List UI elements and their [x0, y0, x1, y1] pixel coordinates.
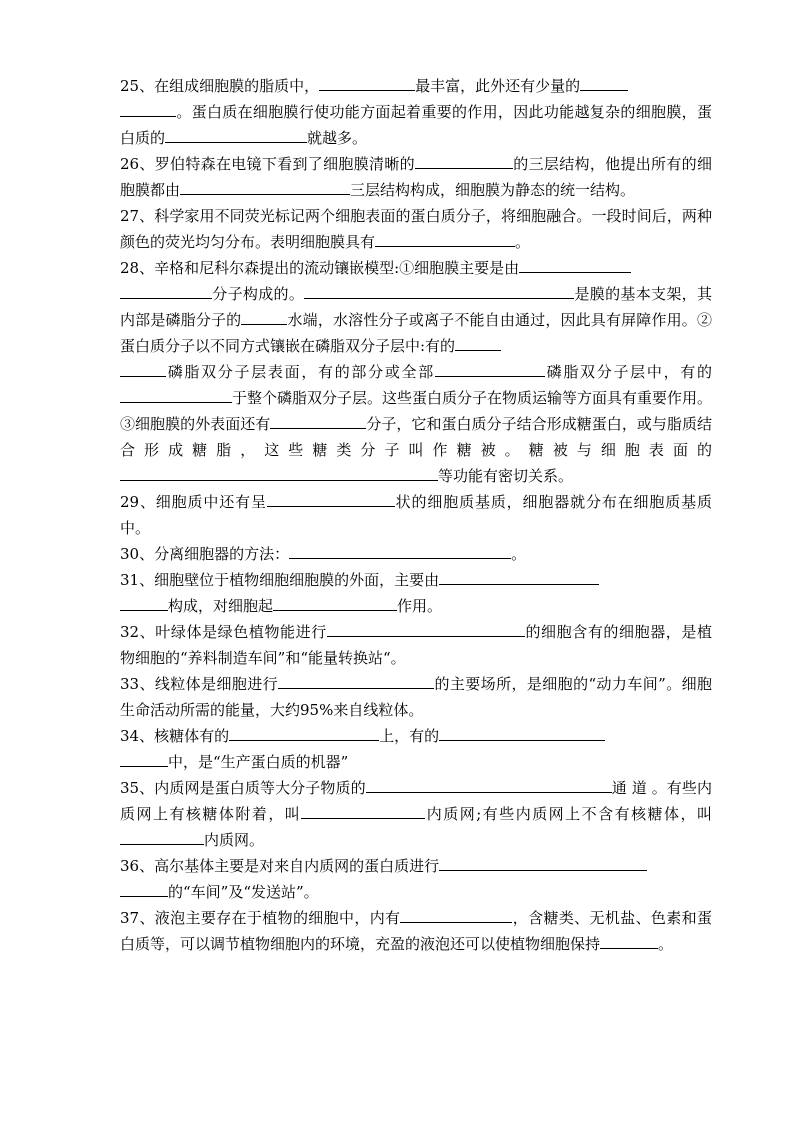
question-text: 的细胞含有的细胞器，是植物细胞的“养料制造车间”和“能量转换站“。 [120, 623, 712, 667]
question-text: 32、叶绿体是绿色植物能进行 [120, 623, 327, 641]
question-text: 34、核糖体有的 [120, 727, 230, 745]
question-text: 37、液泡主要存在于植物的细胞中，内有 [120, 909, 401, 927]
question-text: 33、线粒体是细胞进行 [120, 675, 279, 693]
question-text: 的“车间”及“发送站”。 [168, 883, 319, 901]
answer-blank[interactable] [455, 335, 501, 351]
answer-blank[interactable] [120, 465, 438, 481]
question-text: 。蛋白质在细胞膜行使功能方面起着重要的作用，因此功能越复杂的细胞膜，蛋白质的 [120, 103, 712, 147]
question-text: 等功能有密切关系。 [438, 467, 574, 485]
question-text: 水端，水溶性分子或离子不能自由通过，因此具有屏障作用。②蛋白质分子以不同方式镶嵌在磷脂双分子层中:有的 [120, 311, 712, 355]
question-text: 于整个磷脂双分子层。这些蛋白质分子在物质运输等方面具有重要作用。③细胞膜的外表面还有 [120, 389, 713, 433]
answer-blank[interactable] [120, 361, 166, 377]
answer-blank[interactable] [270, 413, 366, 429]
answer-blank[interactable] [289, 543, 511, 559]
question-26 [120, 151, 712, 203]
answer-blank[interactable] [180, 179, 350, 195]
question-text: 26、罗伯特森在电镜下看到了细胞膜清晰的 [120, 155, 415, 173]
question-text: 上，有的 [379, 727, 440, 745]
question-text: 最丰富，此外还有少量的 [415, 77, 581, 95]
question-text: 分子构成的。 [212, 285, 305, 303]
answer-blank[interactable] [319, 75, 415, 91]
question-text: 的三层结构，他提出所有的细胞膜都由 [120, 155, 712, 199]
answer-blank[interactable] [435, 361, 545, 377]
answer-blank[interactable] [400, 907, 512, 923]
answer-blank[interactable] [267, 491, 395, 507]
answer-blank[interactable] [120, 283, 212, 299]
answer-blank[interactable] [439, 855, 647, 871]
answer-blank[interactable] [273, 595, 397, 611]
question-35 [120, 775, 712, 853]
answer-blank[interactable] [327, 621, 525, 637]
answer-blank[interactable] [580, 75, 628, 91]
answer-blank[interactable] [278, 673, 434, 689]
question-text: 25、在组成细胞膜的脂质中， [120, 77, 320, 95]
question-text: 28、辛格和尼科尔森提出的流动镶嵌模型:①细胞膜主要是由 [120, 259, 520, 277]
question-text: 。 [658, 935, 674, 953]
answer-blank[interactable] [439, 569, 599, 585]
question-text: 30、分离细胞器的方法： [120, 545, 290, 563]
question-text: ，含糖类、无机盐、色素和蛋白质等，可以调节植物细胞内的环境，充盈的液泡还可以使植物细胞保持 [120, 909, 712, 953]
question-31 [120, 567, 712, 619]
question-28 [120, 255, 712, 489]
answer-blank[interactable] [120, 829, 204, 845]
question-text: 中，是“生产蛋白质的机器” [168, 753, 349, 771]
question-text: 磷脂双分子层表面，有的部分或全部 [166, 363, 435, 381]
question-text: 。 [515, 233, 531, 251]
question-37 [120, 905, 712, 957]
answer-blank[interactable] [120, 595, 168, 611]
answer-blank[interactable] [600, 933, 658, 949]
answer-blank[interactable] [120, 751, 168, 767]
answer-blank[interactable] [301, 803, 425, 819]
answer-blank[interactable] [304, 283, 574, 299]
question-text: 三层结构构成，细胞膜为静态的统一结构。 [350, 181, 636, 199]
question-34 [120, 723, 712, 775]
document-body [120, 73, 712, 957]
question-text: 构成，对细胞起 [168, 597, 274, 615]
question-36 [120, 853, 712, 905]
question-32 [120, 619, 712, 671]
question-text: 状的细胞质基质，细胞器就分布在细胞质基质中。 [120, 493, 712, 537]
question-text: 分子，它和蛋白质分子结合形成糖蛋白，或与脂质结合形成糖脂，这些糖类分子叫作糖被。糖被与细胞表面的 [120, 415, 712, 459]
answer-blank[interactable] [120, 881, 168, 897]
question-text: 作用。 [397, 597, 443, 615]
answer-blank[interactable] [229, 725, 379, 741]
answer-blank[interactable] [241, 309, 287, 325]
question-text: 内质网。 [204, 831, 265, 849]
answer-blank[interactable] [415, 153, 513, 169]
answer-blank[interactable] [165, 127, 307, 143]
answer-blank[interactable] [120, 387, 232, 403]
question-text: 35、内质网是蛋白质等大分子物质的 [120, 779, 366, 797]
answer-blank[interactable] [120, 101, 176, 117]
question-25 [120, 73, 712, 151]
question-text: 是膜的基本支架，其内部是磷脂分子的 [120, 285, 712, 329]
question-text: 的主要场所，是细胞的“动力车间”。细胞生命活动所需的能量，大约95%来自线粒体。 [120, 675, 712, 719]
answer-blank[interactable] [375, 231, 515, 247]
answer-blank[interactable] [366, 777, 612, 793]
question-text: 29、细胞质中还有呈 [120, 493, 267, 511]
question-text: 27、科学家用不同荧光标记两个细胞表面的蛋白质分子，将细胞融合。一段时间后，两种颜色的荧光均匀分布。表明细胞膜具有 [120, 207, 712, 251]
question-text: 就越多。 [307, 129, 368, 147]
question-text: 。 [511, 545, 527, 563]
question-text: 内质网;有些内质网上不含有核糖体，叫 [425, 805, 712, 823]
question-text: 31、细胞壁位于植物细胞细胞膜的外面，主要由 [120, 571, 440, 589]
answer-blank[interactable] [519, 257, 631, 273]
question-text: 36、高尔基体主要是对来自内质网的蛋白质进行 [120, 857, 440, 875]
question-text: 磷脂双分子层中，有的 [544, 363, 712, 381]
question-29 [120, 489, 712, 541]
question-text: 通 道 。有些内质网上有核糖体附着，叫 [120, 779, 712, 823]
question-27 [120, 203, 712, 255]
question-33 [120, 671, 712, 723]
answer-blank[interactable] [439, 725, 605, 741]
question-30 [120, 541, 712, 567]
